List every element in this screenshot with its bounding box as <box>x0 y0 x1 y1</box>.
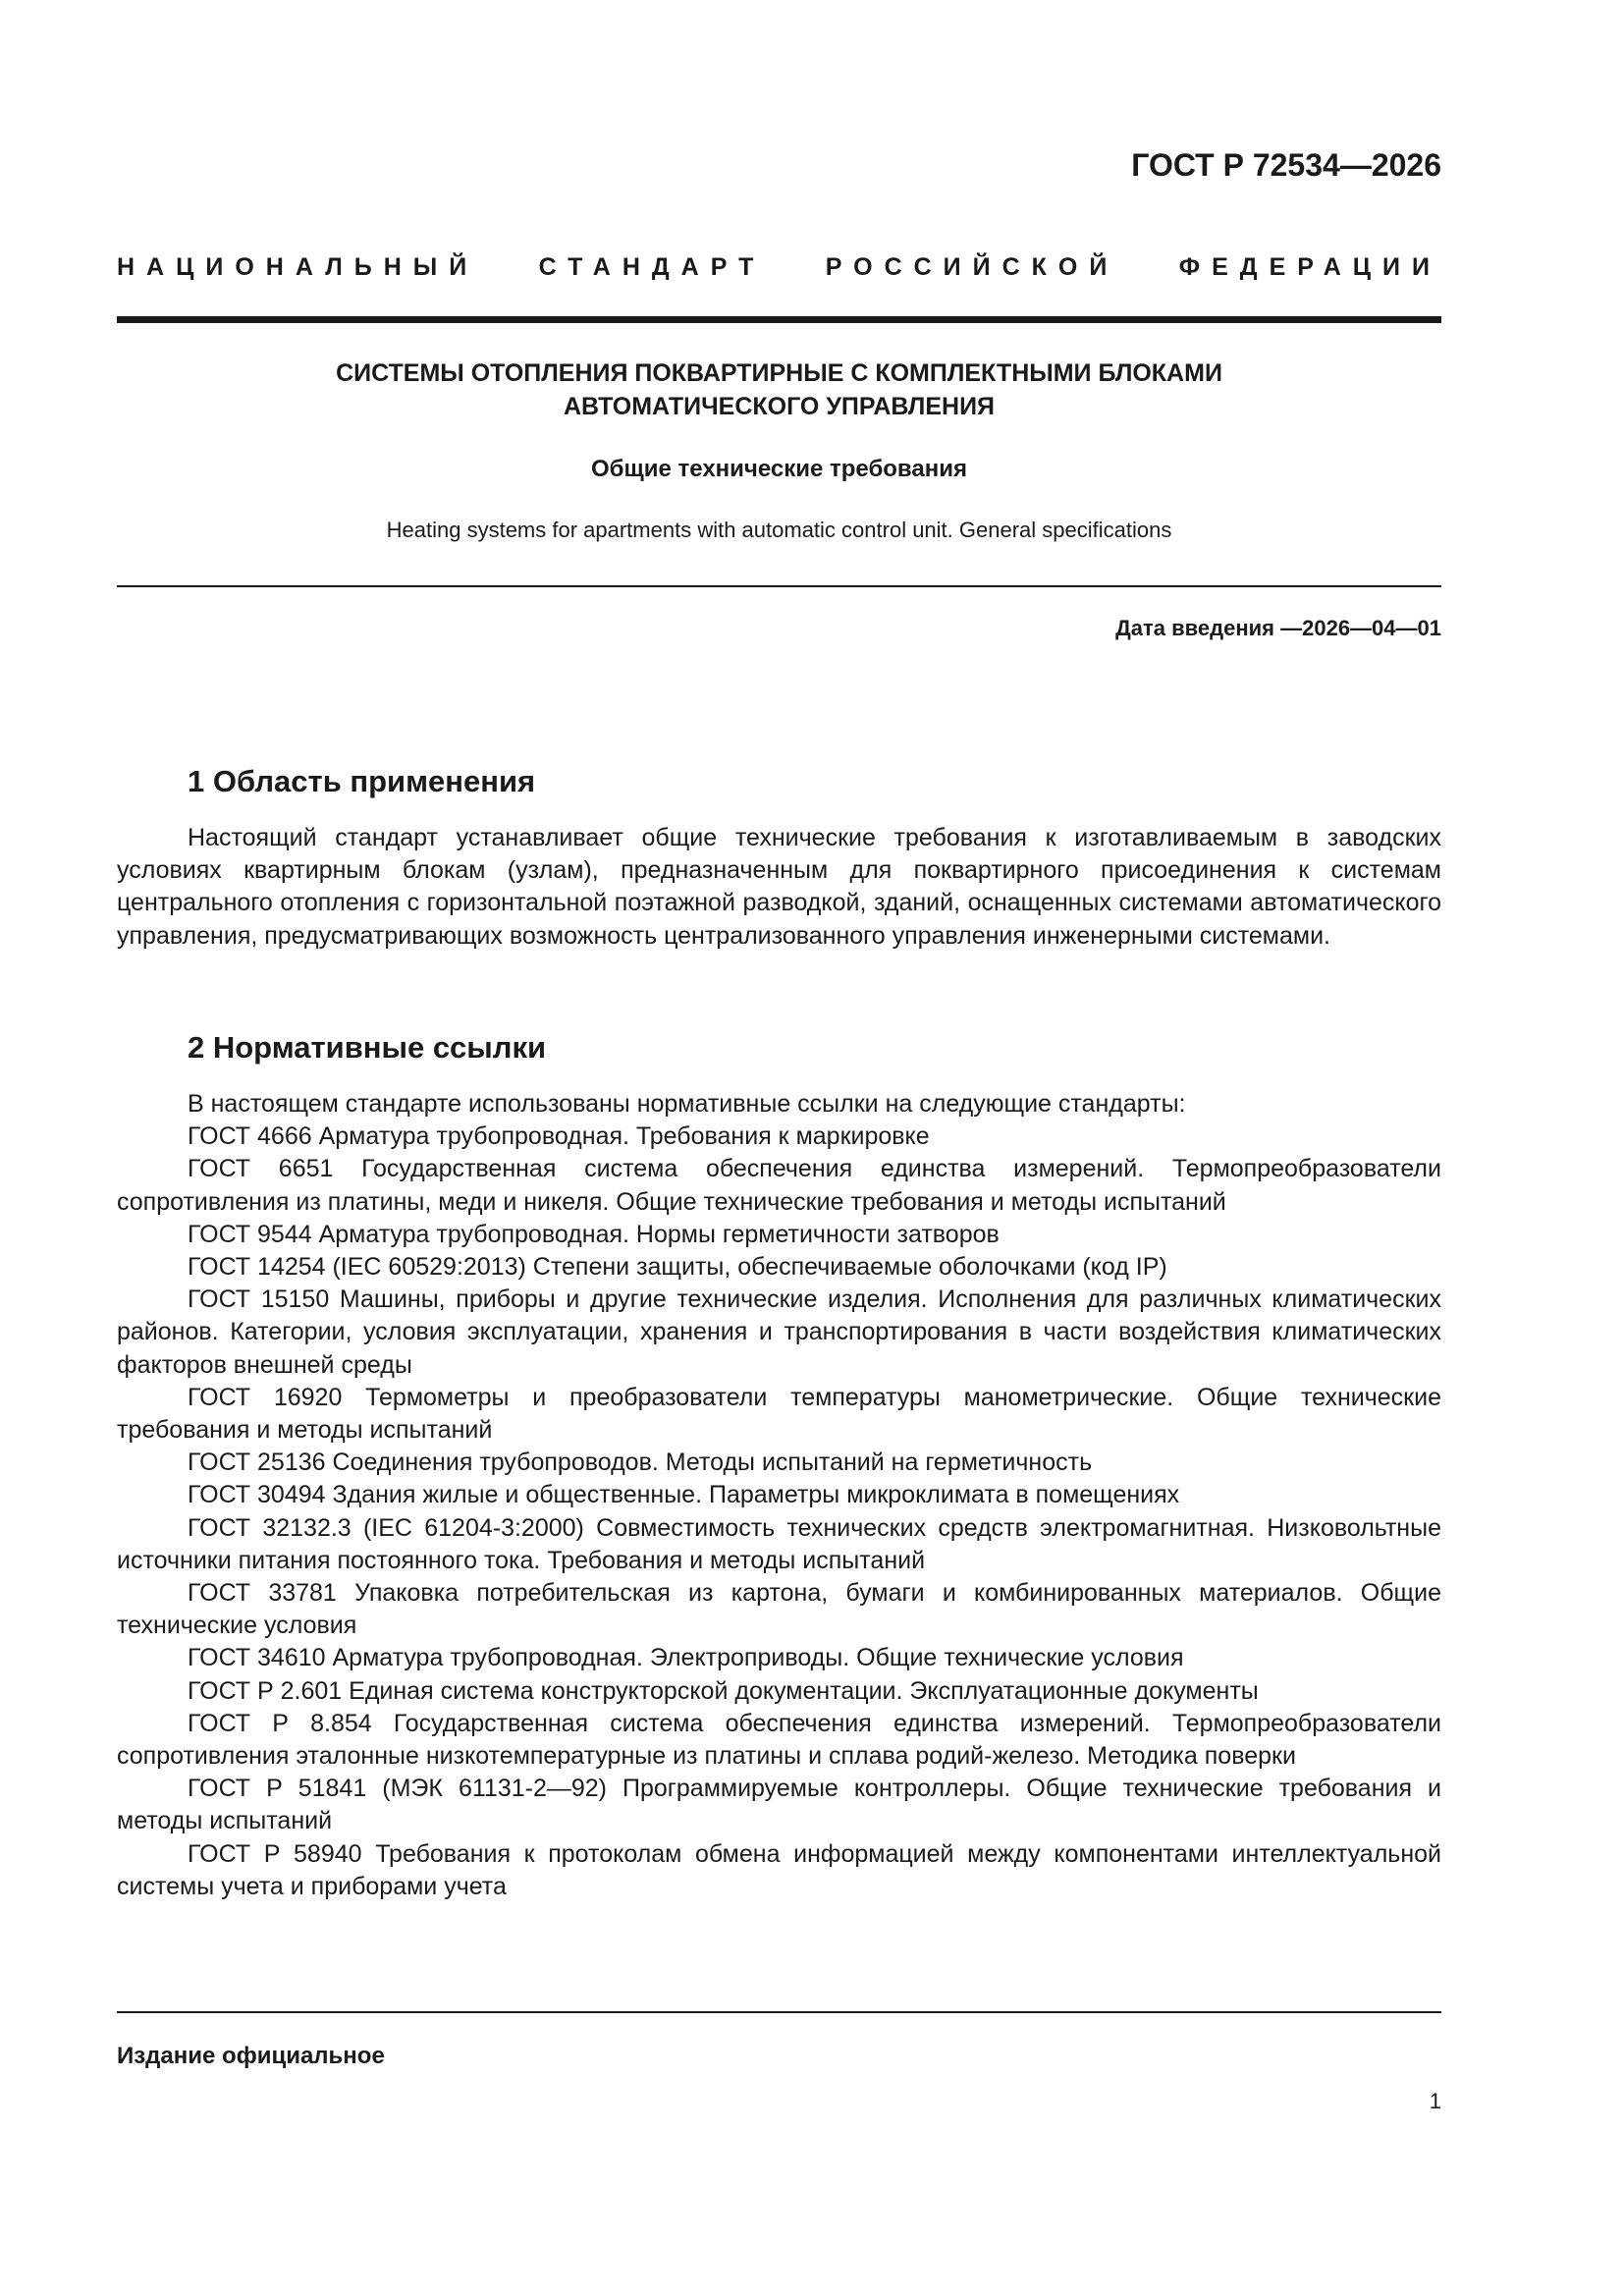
reference-item: ГОСТ 6651 Государственная система обеспечения единства измерений. Термопреобразователи сопротивления из платины, меди и никеля. Общие технические требования и методы испытаний <box>117 1155 1441 1216</box>
reference-item: ГОСТ Р 2.601 Единая система конструкторской документации. Эксплуатационные документы <box>188 1676 1259 1705</box>
reference-item: ГОСТ 33781 Упаковка потребительская из картона, бумаги и комбинированных материалов. Общие технические условия <box>117 1579 1441 1640</box>
footer-divider <box>117 2011 1441 2013</box>
reference-item: ГОСТ 34610 Арматура трубопроводная. Электроприводы. Общие технические условия <box>188 1644 1184 1672</box>
reference-item: ГОСТ 15150 Машины, приборы и другие технические изделия. Исполнения для различных климатических районов. Категории, условия эксплуатации, хранения и транспортирования в части воздействия климатических факторов внешней среды <box>117 1285 1441 1379</box>
title-line-2: АВТОМАТИЧЕСКОГО УПРАВЛЕНИЯ <box>563 393 996 420</box>
reference-item: ГОСТ Р 8.854 Государственная система обеспечения единства измерений. Термопреобразователи сопротивления эталонные низкотемпературные из платины и сплава родий-железо. Методика поверки <box>117 1709 1441 1771</box>
reference-item: ГОСТ 14254 (IEC 60529:2013) Степени защиты, обеспечиваемые оболочками (код IP) <box>188 1253 1167 1282</box>
reference-item: ГОСТ Р 51841 (МЭК 61131-2—92) Программируемые контроллеры. Общие технические требования и методы испытаний <box>117 1775 1441 1835</box>
reference-item: ГОСТ 25136 Соединения трубопроводов. Методы испытаний на герметичность <box>188 1449 1093 1477</box>
reference-item: ГОСТ 9544 Арматура трубопроводная. Нормы герметичности затворов <box>188 1220 1000 1248</box>
page-number: 1 <box>1429 2089 1441 2113</box>
official-edition-label: Издание официальное <box>117 2043 385 2069</box>
section-1-body <box>117 822 1441 953</box>
section-2-heading: 2 Нормативные ссылки <box>188 1030 547 1065</box>
document-title <box>117 356 1441 423</box>
section-1-heading: 1 Область применения <box>188 764 536 798</box>
document-number: ГОСТ Р 72534—2026 <box>1131 147 1441 183</box>
title-divider <box>117 585 1441 587</box>
introduction-date: Дата введения —2026—04—01 <box>1115 616 1441 640</box>
document-subtitle: Общие технические требования <box>591 456 967 482</box>
reference-item: ГОСТ Р 58940 Требования к протоколам обмена информацией между компонентами интеллектуальной системы учета и приборами учета <box>117 1839 1441 1900</box>
section-2-body <box>117 1088 1441 1903</box>
reference-item: ГОСТ 32132.3 (IEC 61204-3:2000) Совместимость технических средств электромагнитная. Низковольтные источники питания постоянного тока. Требования и методы испытаний <box>117 1513 1441 1574</box>
document-page <box>117 0 1441 2296</box>
reference-item: ГОСТ 30494 Здания жилые и общественные. Параметры микроклимата в помещениях <box>188 1481 1180 1509</box>
english-title: Heating systems for apartments with automatic control unit. General specifications <box>386 518 1172 542</box>
reference-item: ГОСТ 4666 Арматура трубопроводная. Требования к маркировке <box>188 1122 930 1151</box>
national-standard-banner: НАЦИОНАЛЬНЫЙ СТАНДАРТ РОССИЙСКОЙ ФЕДЕРАЦИИ <box>117 253 1441 281</box>
header-divider <box>117 316 1441 323</box>
reference-item: ГОСТ 16920 Термометры и преобразователи температуры манометрические. Общие технические требования и методы испытаний <box>117 1383 1441 1445</box>
paragraph: Настоящий стандарт устанавливает общие технические требования к изготавливаемым в заводских условиях квартирным блокам (узлам), предназначенным для поквартирного присоединения к системам центрального отопления с горизонтальной поэтажной разводкой, зданий, оснащенных системами автоматического управления, предусматривающих возможность централизованного управления инженерными системами. <box>117 824 1441 950</box>
title-line-1: СИСТЕМЫ ОТОПЛЕНИЯ ПОКВАРТИРНЫЕ С КОМПЛЕКТНЫМИ БЛОКАМИ <box>336 359 1222 387</box>
paragraph: В настоящем стандарте использованы нормативные ссылки на следующие стандарты: <box>188 1090 1186 1118</box>
